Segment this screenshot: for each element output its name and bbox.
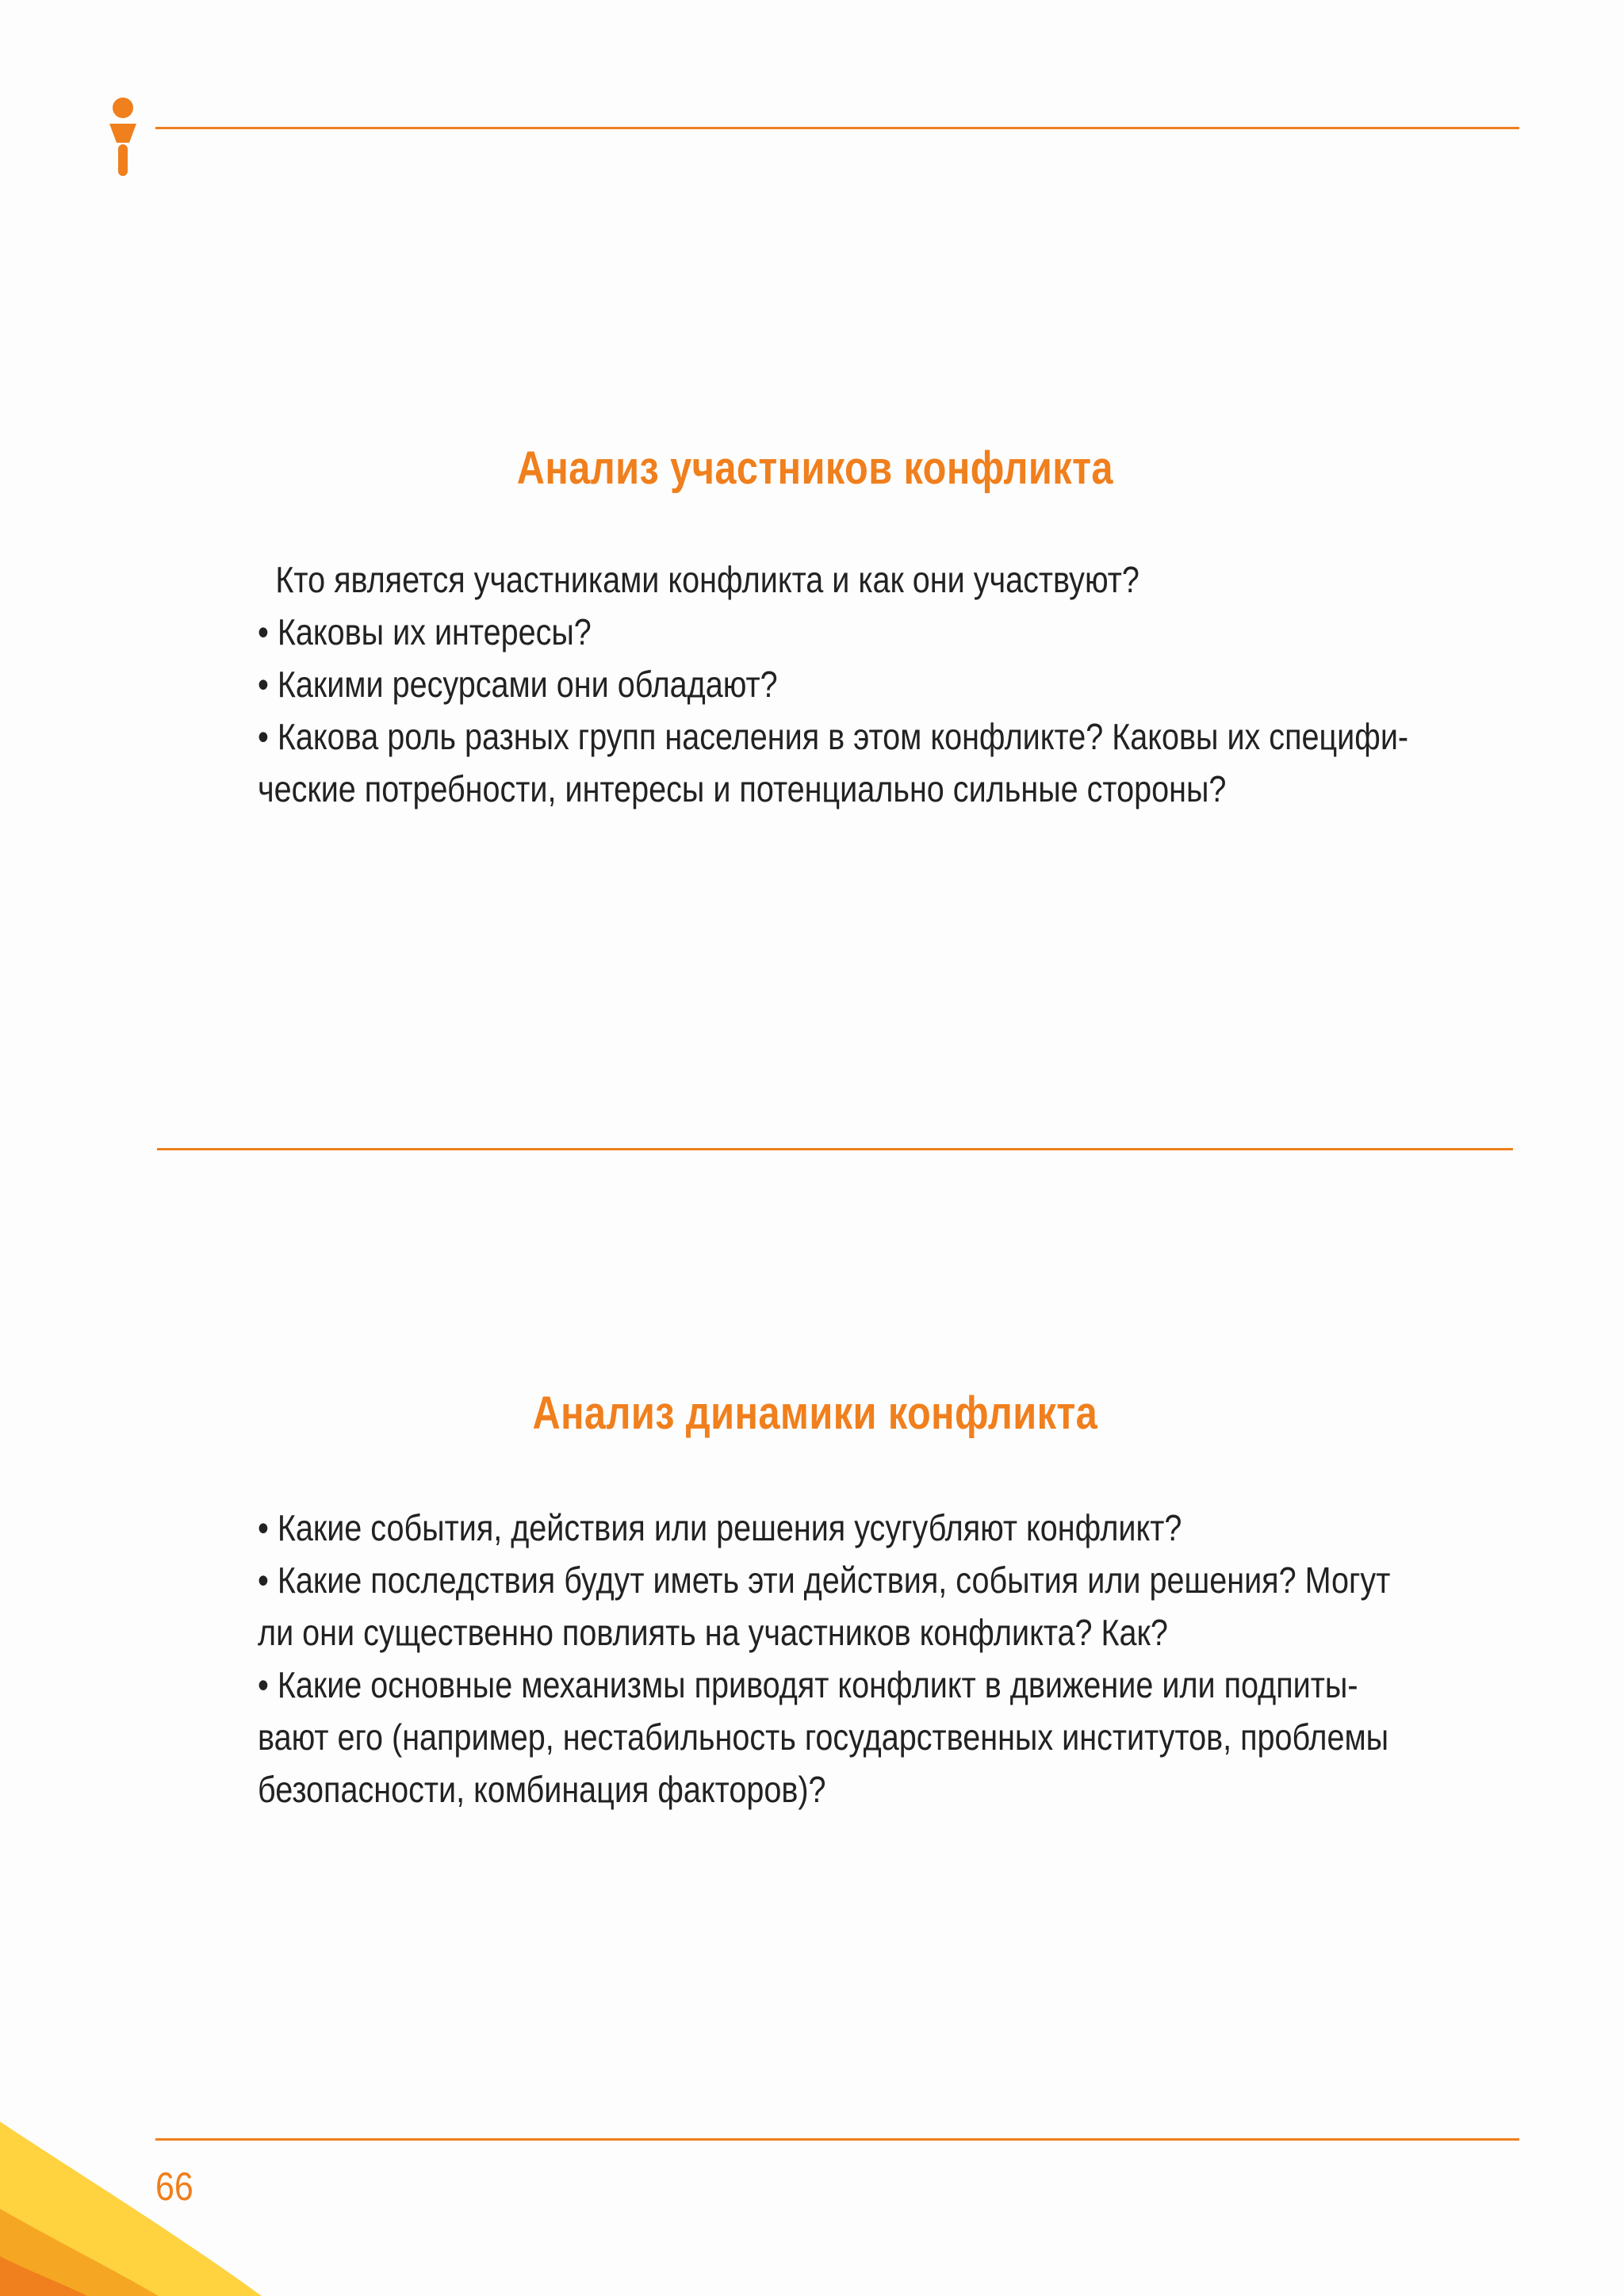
section-body-dynamics <box>258 1502 1495 1816</box>
bullet-item: • Каковы их интересы? <box>258 611 592 652</box>
text-line: Кто является участниками конфликта и как они участвуют? <box>275 559 1139 600</box>
section-heading-dynamics: Анализ динамики конфликта <box>532 1387 1098 1439</box>
bullet-item: • Какими ресурсами они обладают? <box>258 664 778 705</box>
header-divider <box>155 127 1519 129</box>
footer-divider <box>155 2138 1519 2141</box>
corner-decoration <box>0 2122 301 2296</box>
section-body-participants <box>258 553 1495 815</box>
page-number: 66 <box>155 2164 193 2209</box>
bullet-item: • Какие основные механизмы приводят конфликт в движение или подпиты- <box>258 1664 1358 1705</box>
section-divider <box>157 1148 1513 1150</box>
bullet-item: • Какие события, действия или решения усугубляют конфликт? <box>258 1507 1182 1548</box>
text-line: безопасности, комбинация факторов)? <box>258 1769 826 1810</box>
bullet-item: • Какие последствия будут иметь эти действия, события или решения? Могут <box>258 1559 1391 1601</box>
text-line: ли они существенно повлиять на участников конфликта? Как? <box>258 1612 1168 1653</box>
bullet-item: • Какова роль разных групп населения в этом конфликте? Каковы их специфи- <box>258 716 1409 757</box>
text-line: ческие потребности, интересы и потенциально сильные стороны? <box>258 768 1227 809</box>
text-line: вают его (например, нестабильность государственных институтов, проблемы <box>258 1716 1389 1758</box>
section-heading-participants: Анализ участников конфликта <box>516 442 1113 494</box>
person-logo-icon <box>108 97 138 179</box>
